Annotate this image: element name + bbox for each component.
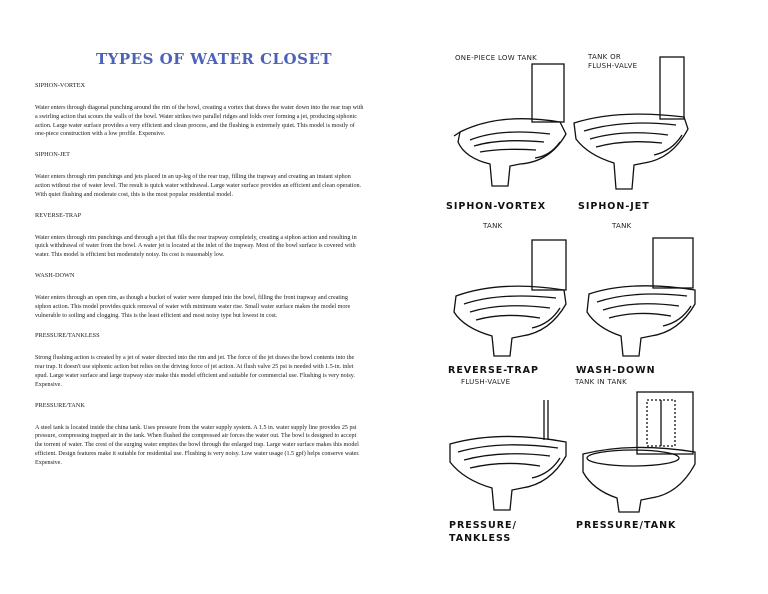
section-heading: PRESSURE/TANK (35, 401, 85, 409)
section-body: Water enters through diagonal punching around the rim of the bowl, creating a vortex that draws the water down into the rear trap with a swirling action that scours the walls of the bowl. Water strikes two parallel ridges and folds over forming a jet, producing siphonic action. Large water surface provides a very efficient and clean process, and the flushing is extremely quiet. This model is mostly of one-piece construction with a low profile. Expensive. (35, 105, 364, 138)
section-heading: REVERSE-TRAP (35, 211, 82, 219)
section-siphon-vortex (35, 82, 365, 139)
section-pressure-tank (35, 402, 365, 468)
figure-label: TANK (483, 222, 503, 230)
section-heading: SIPHON-JET (35, 151, 70, 159)
section-heading: SIPHON-VORTEX (35, 82, 85, 89)
figure-label: FLUSH-VALVE (461, 378, 511, 386)
pressure-tankless-illustration (440, 400, 580, 515)
figure-caption: PRESSURE/ (449, 520, 518, 531)
section-wash-down (35, 272, 365, 320)
section-body: Water enters through rim punchings and jets placed in an up-leg of the rear trap, filling the trapway and creating an instant siphon action without rise of water level. The result is quick water withdrawal. Large water surface provides an efficient and clean operation. With quiet flushing and moderate cost, this is the most popular residential model. (35, 174, 362, 198)
section-siphon-jet (35, 151, 365, 199)
figure-caption: SIPHON-JET (578, 201, 650, 212)
figure-label: TANK OR (588, 53, 622, 61)
figure-label: TANK IN TANK (575, 378, 628, 386)
wash-down-illustration (575, 232, 705, 362)
section-body: A steel tank is located inside the china tank. Uses pressure from the water supply system. A 1.5 in. water supply line provides 25 psi pressure, compressing trapped air in the tank. When flushed the compressed air forces the water out. The bowl is designed to accept the torrent of water. The crest of the surging water empties the bowl through the enlarged trap. Large water surface makes this model efficient. Design features make it suitable for residential use. Flushing is very noisy. Low water usage (1.5 gpf) helps conserve water. Expensive. (35, 424, 360, 466)
section-heading: PRESSURE/TANKLESS (35, 332, 100, 340)
page-title: TYPES OF WATER CLOSET (96, 50, 333, 68)
reverse-trap-illustration (440, 232, 580, 362)
figure-label: TANK (612, 222, 632, 230)
section-body: Water enters through rim punchings and through a jet that fills the rear trapway completely, creating a siphon action and resulting in quick withdrawal of water from the bowl. A water jet is located at the inlet of the trapway. Most of the bowl surface is covered with water. This model is efficient but moderately noisy. Its cost is reasonably low. (35, 234, 357, 259)
section-body: Water enters through an open rim, as though a bucket of water were dumped into the bowl, filling the front trapway and creating siphon action. This model provides quick removal of water with minimum water rise. Small water surface makes the model more vulnerable to soiling and clogging. This is the least efficient and most noisy type but lowest in cost. (35, 294, 351, 319)
figure-caption: WASH-DOWN (576, 365, 656, 376)
figure-caption: TANKLESS (449, 533, 512, 544)
section-pressure-tankless (35, 332, 365, 389)
section-body: Strong flushing action is created by a jet of water directed into the rim and jet. The force of the jet draws the bowl contents into the rear trap. It doesn't use siphonic action but relies on the driving force of jet action. At flush valve 25 psi is needed with 1.5-in. inlet spud. Large water surface and large trapway size make this model efficient and suitable for commercial use. Flushing is very noisy. Expensive. (35, 355, 355, 388)
figure-caption: REVERSE-TRAP (448, 365, 539, 376)
section-heading: WASH-DOWN (35, 271, 75, 279)
figure-caption: PRESSURE/TANK (576, 520, 677, 531)
figure-label: FLUSH-VALVE (588, 62, 638, 70)
figure-label: ONE-PIECE LOW TANK (455, 54, 537, 62)
pressure-tank-illustration (575, 390, 705, 515)
text-column (35, 82, 365, 480)
section-reverse-trap (35, 212, 365, 260)
siphon-vortex-illustration (440, 62, 580, 192)
siphon-jet-illustration (568, 55, 698, 195)
figure-caption: SIPHON-VORTEX (446, 201, 547, 212)
